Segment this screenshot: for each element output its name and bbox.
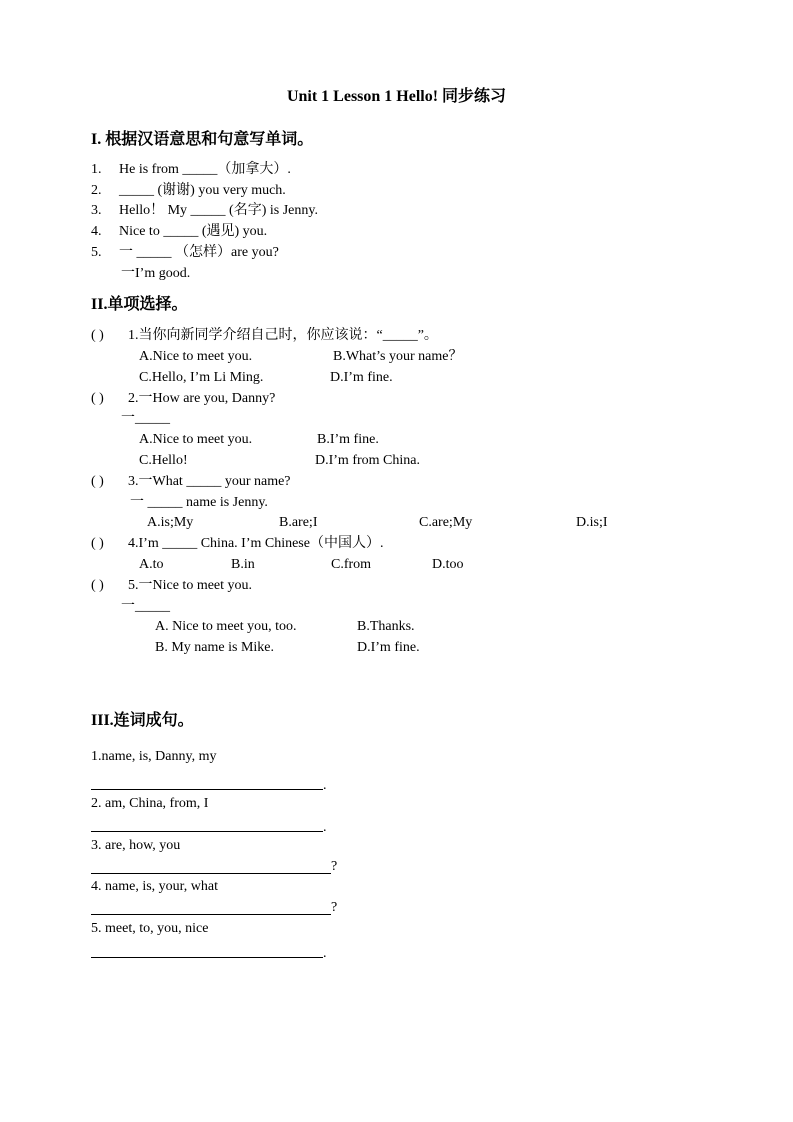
q3-reply: 一 _____ name is Jenny. bbox=[130, 495, 268, 510]
q2-option-a: A.Nice to meet you. bbox=[139, 432, 253, 447]
q2-stem-row bbox=[91, 390, 275, 408]
q3-stem: 3.一What _____ your name? bbox=[128, 474, 291, 489]
s1-item-4-num: 4. bbox=[91, 224, 102, 239]
s3-item-4-end-punct: ? bbox=[331, 900, 338, 915]
s3-item-2-prompt: 2. am, China, from, I bbox=[91, 796, 209, 811]
s1-item-5 bbox=[91, 244, 279, 262]
s3-item-1-answer-line[interactable] bbox=[91, 789, 323, 790]
s3-item-5-end-punct: . bbox=[323, 946, 327, 961]
q2-option-c: C.Hello! bbox=[139, 453, 188, 468]
s1-item-2 bbox=[91, 182, 286, 200]
q4-option-b: B.in bbox=[231, 557, 255, 572]
s1-item-3 bbox=[91, 202, 318, 220]
s3-item-4-prompt: 4. name, is, your, what bbox=[91, 879, 218, 894]
q3-option-a: A.is;My bbox=[147, 515, 194, 530]
s1-item-4-text: Nice to _____ (遇见) you. bbox=[119, 224, 268, 239]
q1-option-c: C.Hello, I’m Li Ming. bbox=[139, 370, 264, 385]
q5-reply: 一_____ bbox=[121, 599, 170, 614]
q2-option-b: B.I’m fine. bbox=[317, 432, 379, 447]
q5-stem: 5.一Nice to meet you. bbox=[128, 578, 253, 593]
q3-stem-row bbox=[91, 473, 291, 491]
s1-item-1 bbox=[91, 161, 291, 179]
s1-item-3-text: Hello！ My _____ (名字) is Jenny. bbox=[119, 203, 318, 218]
s3-item-5-prompt: 5. meet, to, you, nice bbox=[91, 921, 209, 936]
q4-stem-row bbox=[91, 535, 383, 553]
s1-item-3-num: 3. bbox=[91, 203, 102, 218]
q3-option-c: C.are;My bbox=[419, 515, 473, 530]
s1-item-5-text: 一 _____ （怎样）are you? bbox=[119, 245, 279, 260]
q4-option-c: C.from bbox=[331, 557, 372, 572]
q4-stem: 4.I’m _____ China. I’m Chinese（中国人）. bbox=[128, 536, 384, 551]
q3-answer-parens: ( ) bbox=[91, 474, 104, 489]
s1-item-2-num: 2. bbox=[91, 183, 102, 198]
s1-item-5-num: 5. bbox=[91, 245, 102, 260]
s3-item-1-prompt: 1.name, is, Danny, my bbox=[91, 749, 217, 764]
q5-stem-row bbox=[91, 577, 252, 595]
q1-option-a: A.Nice to meet you. bbox=[139, 349, 253, 364]
s1-item-2-text: _____ (谢谢) you very much. bbox=[119, 183, 286, 198]
q2-stem: 2.一How are you, Danny? bbox=[128, 391, 276, 406]
section-2-heading: II.单项选择。 bbox=[91, 296, 188, 313]
s1-item-5-reply: 一I’m good. bbox=[121, 266, 191, 281]
q1-stem: 1.当你向新同学介绍自己时，你应该说：“_____”。 bbox=[128, 328, 438, 343]
q3-option-b: B.are;I bbox=[279, 515, 318, 530]
section-1-heading: I. 根据汉语意思和句意写单词。 bbox=[91, 131, 314, 148]
q5-option-a: A. Nice to meet you, too. bbox=[155, 619, 297, 634]
q4-option-a: A.to bbox=[139, 557, 164, 572]
s1-item-1-text: He is from _____（加拿大）. bbox=[119, 162, 291, 177]
s3-item-3-answer-line[interactable] bbox=[91, 873, 331, 874]
q4-answer-parens: ( ) bbox=[91, 536, 104, 551]
q1-option-d: D.I’m fine. bbox=[330, 370, 393, 385]
q5-option-d: D.I’m fine. bbox=[357, 640, 420, 655]
s3-item-3-end-punct: ? bbox=[331, 859, 338, 874]
q3-option-d: D.is;I bbox=[576, 515, 608, 530]
q5-option-b: B.Thanks. bbox=[357, 619, 415, 634]
s3-item-4-answer-line[interactable] bbox=[91, 914, 331, 915]
s3-item-1-end-punct: . bbox=[323, 778, 327, 793]
s3-item-2-answer-line[interactable] bbox=[91, 831, 323, 832]
s3-item-5-answer-line[interactable] bbox=[91, 957, 323, 958]
s3-item-2-end-punct: . bbox=[323, 820, 327, 835]
s3-item-3-prompt: 3. are, how, you bbox=[91, 838, 181, 853]
q1-answer-parens: ( ) bbox=[91, 328, 104, 343]
q5-option-c: B. My name is Mike. bbox=[155, 640, 274, 655]
s1-item-4 bbox=[91, 223, 267, 241]
page-title: Unit 1 Lesson 1 Hello! 同步练习 bbox=[286, 88, 507, 105]
q2-reply: 一_____ bbox=[121, 411, 170, 426]
q4-option-d: D.too bbox=[432, 557, 464, 572]
section-3-heading: III.连词成句。 bbox=[91, 712, 194, 729]
q5-answer-parens: ( ) bbox=[91, 578, 104, 593]
q1-option-b: B.What’s your name？ bbox=[333, 349, 463, 364]
q1-stem-row bbox=[91, 327, 438, 345]
s1-item-1-num: 1. bbox=[91, 162, 102, 177]
q2-option-d: D.I’m from China. bbox=[315, 453, 420, 468]
q2-answer-parens: ( ) bbox=[91, 391, 104, 406]
